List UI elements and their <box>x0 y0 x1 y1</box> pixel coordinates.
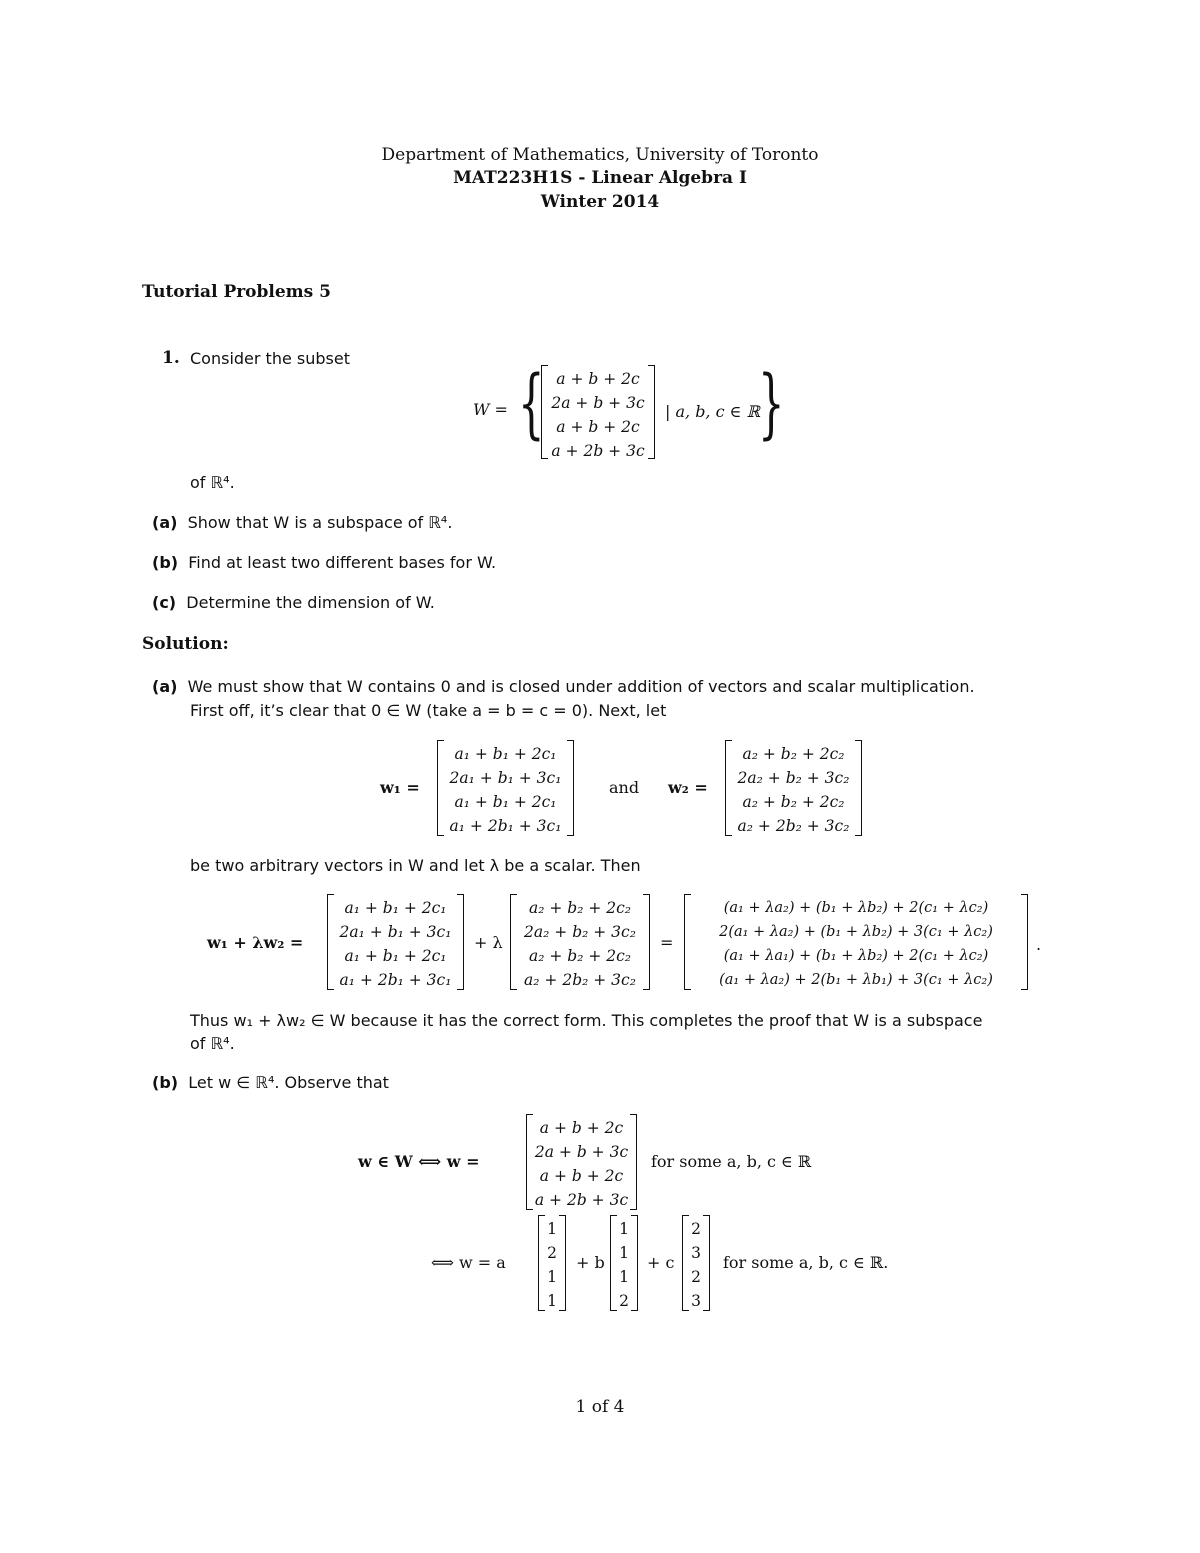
matrix-row: a₂ + b₂ + 2c₂ <box>742 745 845 763</box>
conclusion-line1: Thus w₁ + λw₂ ∈ W because it has the correct form. This completes the proof that W is a subspace <box>190 1011 983 1030</box>
matrix-row: a₁ + b₁ + 2c₁ <box>454 745 557 763</box>
and-word: and <box>609 778 640 797</box>
matrix-row: a₁ + 2b₁ + 3c₁ <box>449 817 562 835</box>
part-b <box>152 553 496 572</box>
matrix-row: 1 <box>547 1220 557 1238</box>
of-r4: of ℝ⁴. <box>190 473 235 492</box>
matrix-row: 1 <box>619 1244 629 1262</box>
matrix-row: 2a₂ + b₂ + 3c₂ <box>737 769 850 787</box>
vector-3 <box>682 1215 710 1311</box>
matrix-row: a₁ + b₁ + 2c₁ <box>344 899 447 917</box>
vector-1 <box>538 1215 566 1311</box>
matrix-row: 3 <box>691 1292 701 1310</box>
matrix-row: 2(a₁ + λa₂) + (b₁ + λb₂) + 3(c₁ + λc₂) <box>719 924 993 940</box>
w1-matrix <box>437 740 574 836</box>
matrix-row: 1 <box>547 1268 557 1286</box>
part-text: Show that W is a subspace of ℝ⁴. <box>187 513 453 532</box>
w2-matrix <box>725 740 862 836</box>
matrix-row: 2a₁ + b₁ + 3c₁ <box>339 923 452 941</box>
matrix-row: 1 <box>619 1268 629 1286</box>
matrix-row: 3 <box>691 1244 701 1262</box>
matrix-row: 1 <box>619 1220 629 1238</box>
part-a <box>152 513 452 532</box>
right-brace: } <box>758 358 785 447</box>
part-label: (c) <box>152 593 177 612</box>
period: . <box>1036 935 1042 954</box>
part-text: Determine the dimension of W. <box>186 593 435 612</box>
set-lhs: W = <box>473 400 508 419</box>
set-matrix-row: a + 2b + 3c <box>551 442 645 460</box>
b-matrix <box>526 1114 637 1210</box>
plus-b: + b <box>576 1253 605 1272</box>
matrix-row: 2 <box>691 1268 701 1286</box>
plus-c: + c <box>647 1253 675 1272</box>
matrix-row: a₁ + b₁ + 2c₁ <box>454 793 557 811</box>
matrix-row: 2a₂ + b₂ + 3c₂ <box>524 923 636 941</box>
matrix-row: 2a₁ + b₁ + 3c₁ <box>449 769 562 787</box>
problem-number: 1. <box>162 348 180 368</box>
set-matrix-row: 2a + b + 3c <box>551 394 645 412</box>
sol-text: Let w ∈ ℝ⁴. Observe that <box>188 1073 389 1092</box>
matrix-row: (a₁ + λa₁) + (b₁ + λb₂) + 2(c₁ + λc₂) <box>723 948 989 964</box>
matrix-row: a + 2b + 3c <box>534 1191 629 1209</box>
sum-lhs: w₁ + λw₂ = <box>207 933 304 952</box>
part-label: (b) <box>152 1073 179 1092</box>
matrix-row: a₂ + b₂ + 2c₂ <box>742 793 845 811</box>
w2-lhs: w₂ = <box>668 778 708 797</box>
plus-lambda: + λ <box>474 933 503 952</box>
result-matrix <box>684 894 1028 990</box>
sol-a-line2: First off, it’s clear that 0 ∈ W (take a = b = c = 0). Next, let <box>190 701 667 720</box>
matrix-row: 2 <box>619 1292 629 1310</box>
matrix-row: 2 <box>547 1244 557 1262</box>
set-matrix <box>541 365 655 459</box>
matrix-row: a₂ + 2b₂ + 3c₂ <box>524 971 636 989</box>
part-text: Find at least two different bases for W. <box>188 553 497 572</box>
conclusion-line2: of ℝ⁴. <box>190 1034 235 1053</box>
sum-w2-matrix <box>510 894 650 990</box>
set-matrix-row: a + b + 2c <box>556 370 640 388</box>
matrix-row: 2 <box>691 1220 701 1238</box>
course-title: MAT223H1S - Linear Algebra I <box>453 168 747 188</box>
sol-a-line1 <box>152 677 975 696</box>
sol-text: We must show that W contains 0 and is closed under addition of vectors and scalar multiplication. <box>187 677 975 696</box>
matrix-row: a₂ + b₂ + 2c₂ <box>528 947 632 965</box>
part-label: (a) <box>152 677 178 696</box>
matrix-row: a₂ + 2b₂ + 3c₂ <box>737 817 850 835</box>
part-c <box>152 593 435 612</box>
term: Winter 2014 <box>540 192 660 212</box>
b-for1: for some a, b, c ∈ ℝ <box>651 1152 812 1171</box>
set-matrix-row: a + b + 2c <box>556 418 640 436</box>
matrix-row: a₁ + b₁ + 2c₁ <box>344 947 447 965</box>
matrix-row: a₂ + b₂ + 2c₂ <box>528 899 632 917</box>
matrix-row: a₁ + 2b₁ + 3c₁ <box>339 971 452 989</box>
vector-2 <box>610 1215 638 1311</box>
left-brace: { <box>518 358 545 447</box>
matrix-row: a + b + 2c <box>539 1119 624 1137</box>
matrix-row: (a₁ + λa₂) + 2(b₁ + λb₁) + 3(c₁ + λc₂) <box>719 972 993 988</box>
equals-sign: = <box>660 933 674 952</box>
solution-heading: Solution: <box>142 634 229 654</box>
matrix-row: (a₁ + λa₂) + (b₁ + λb₂) + 2(c₁ + λc₂) <box>723 900 989 916</box>
set-condition: | a, b, c ∈ ℝ <box>665 402 760 421</box>
matrix-row: a + b + 2c <box>539 1167 624 1185</box>
sum-w1-matrix <box>327 894 464 990</box>
part-label: (a) <box>152 513 178 532</box>
matrix-row: 2a + b + 3c <box>534 1143 629 1161</box>
b-for2: for some a, b, c ∈ ℝ. <box>723 1253 889 1272</box>
b-lhs1: w ∈ W ⟺ w = <box>358 1152 480 1171</box>
part-label: (b) <box>152 553 179 572</box>
sol-b-line1 <box>152 1073 389 1092</box>
matrix-row: 1 <box>547 1292 557 1310</box>
b-lhs2: ⟺ w = a <box>431 1253 506 1272</box>
sol-a-line3: be two arbitrary vectors in W and let λ be a scalar. Then <box>190 856 641 875</box>
problem-intro: Consider the subset <box>190 349 350 368</box>
section-title: Tutorial Problems 5 <box>142 282 331 302</box>
w1-lhs: w₁ = <box>380 778 420 797</box>
department-line: Department of Mathematics, University of Toronto <box>381 145 819 165</box>
page-number: 1 of 4 <box>575 1397 625 1417</box>
